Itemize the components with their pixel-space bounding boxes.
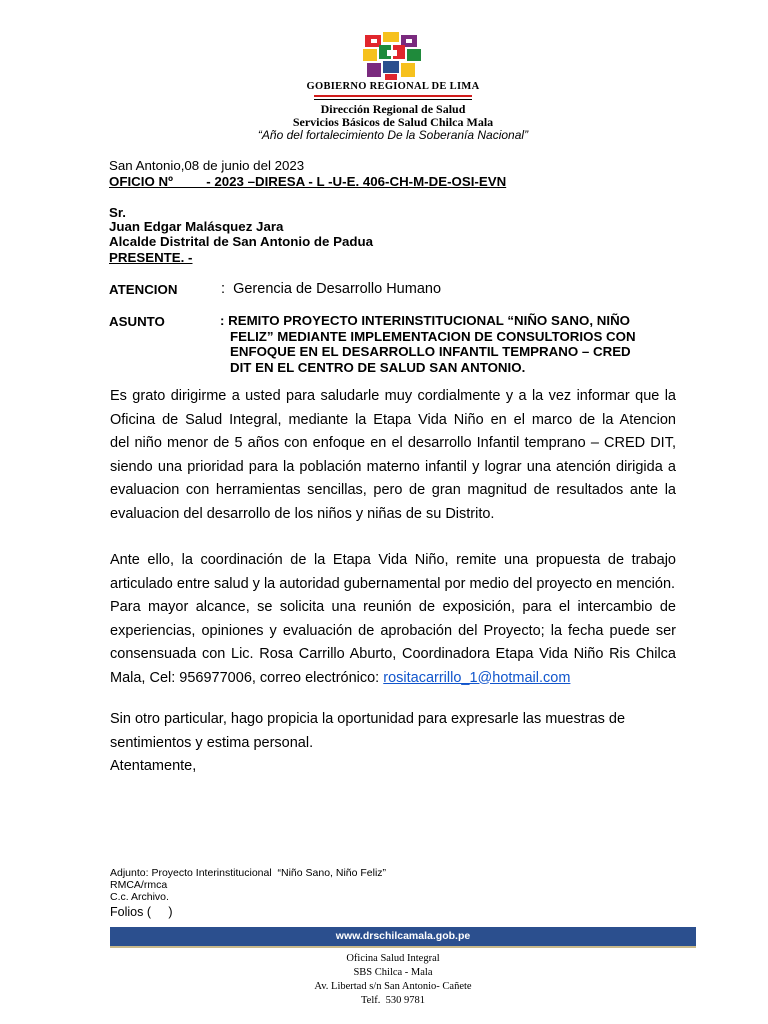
services-name: Servicios Básicos de Salud Chilca Mala [292, 115, 494, 129]
folios-note: Folios ( ) [110, 905, 173, 919]
recipient-title: Alcalde Distrital de San Antonio de Padua [109, 234, 374, 249]
salutation: Sr. [109, 205, 127, 220]
email-link[interactable]: rositacarrillo_1@hotmail.com [383, 669, 571, 686]
atencion-value: : Gerencia de Desarrollo Humano [221, 281, 442, 297]
paragraph-line: evaluacion con herramientas sencillas, pero de gran magnitud de resultados ante la [110, 482, 676, 498]
letterhead-black-rule [314, 99, 472, 100]
paragraph-line: Ante ello, la coordinación de la Etapa Vida Niño, remite una propuesta de trabajo [110, 552, 676, 568]
asunto-text [220, 313, 670, 375]
paragraph-line: sentimientos y estima personal. [110, 734, 314, 751]
paragraph-line: Es grato dirigirme a usted para saludarle muy cordialmente y a la vez informar que la [110, 388, 676, 404]
paragraph-line: experiencias, opiniones y evaluación de aprobación del Proyecto; la fecha puede ser [110, 622, 676, 639]
initials-note: RMCA/rmca [110, 879, 168, 891]
oficio-number: OFICIO Nº - 2023 –DIRESA - L -U-E. 406-CH-M-DE-OSI-EVN [109, 174, 507, 189]
closing: Atentamente, [110, 758, 197, 774]
footer-phone: Telf. 530 9781 [360, 995, 425, 1006]
government-name: GOBIERNO REGIONAL DE LIMA [306, 81, 480, 92]
footer-address: Av. Libertad s/n San Antonio- Cañete [314, 981, 472, 992]
paragraph-line: Oficina de Salud Integral, mediante la Etapa Vida Niño en el marco de la Atencion [110, 411, 676, 428]
asunto-line: FELIZ” MEDIANTE IMPLEMENTACION DE CONSULTORIOS CON [230, 328, 636, 344]
letter-date: San Antonio,08 de junio del 2023 [109, 158, 305, 173]
recipient-name: Juan Edgar Malásquez Jara [109, 219, 284, 234]
footer-office: Oficina Salud Integral [346, 953, 440, 964]
asunto-line: ENFOQUE EN EL DESARROLLO INFANTIL TEMPRANO – CRED [230, 344, 631, 359]
atencion-label: ATENCION [109, 282, 178, 297]
paragraph-line: evaluacion del desarrollo de los niños y niñas de su Distrito. [110, 505, 495, 522]
gobierno-regional-lima-logo [361, 31, 423, 81]
paragraph-2 [110, 549, 676, 690]
footer-sbs: SBS Chilca - Mala [353, 967, 433, 978]
direction-name: Dirección Regional de Salud [320, 102, 466, 116]
asunto-line: : REMITO PROYECTO INTERINSTITUCIONAL “NIÑO SANO, NIÑO [220, 313, 631, 328]
paragraph-3 [110, 708, 676, 779]
logo-icon [361, 31, 423, 81]
cc-note: C.c. Archivo. [110, 891, 169, 903]
adjunto-note: Adjunto: Proyecto Interinstitucional “Niño Sano, Niño Feliz” [110, 867, 387, 879]
contact-text: Mala, Cel: 956977006, correo electrónico: [110, 669, 384, 686]
paragraph-line-contact [110, 667, 676, 691]
website-link[interactable]: www.drschilcamala.gob.pe [335, 930, 471, 942]
asunto-label: ASUNTO [109, 314, 165, 329]
presente-label: PRESENTE. - [109, 250, 193, 265]
paragraph-line: del niño menor de 5 años con enfoque en el desarrollo Infantil temprano – CRED DIT, [110, 435, 676, 451]
paragraph-line: Sin otro particular, hago propicia la oportunidad para expresarle las muestras de [110, 711, 626, 727]
asunto-line: DIT EN EL CENTRO DE SALUD SAN ANTONIO. [230, 359, 526, 375]
year-motto: “Año del fortalecimiento De la Soberanía Nacional” [257, 128, 529, 142]
paragraph-line: Para mayor alcance, se solicita una reunión de exposición, para el intercambio de [110, 599, 676, 615]
letterhead-red-rule [314, 95, 472, 97]
paragraph-line: consensuada con Lic. Rosa Carrillo Aburto, Coordinadora Etapa Vida Niño Ris Chilca [110, 646, 676, 662]
paragraph-line: articulado entre salud y la autoridad gubernamental por medio del proyecto en mención. [110, 575, 676, 592]
paragraph-1 [110, 385, 676, 526]
paragraph-line: siendo una prioridad para la población materno infantil y lograr una atención dirigida a [110, 458, 676, 475]
